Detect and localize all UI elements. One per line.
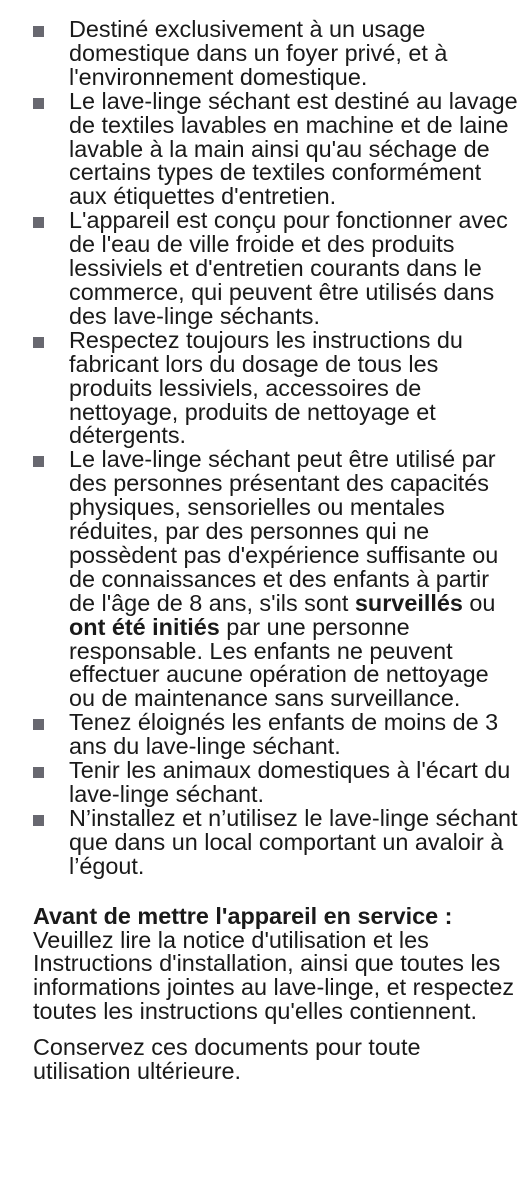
emphasis-supervised: surveillés: [354, 589, 463, 616]
square-bullet-icon: [33, 217, 44, 228]
list-item: [0, 759, 526, 807]
square-bullet-icon: [33, 456, 44, 467]
section-body: Veuillez lire la notice d'utilisation et les Instructions d'installation, ainsi que toutes les informations jointes au lave-linge, et respectez toutes les instructions qu'elles contiennent.: [33, 926, 515, 1025]
list-item-text: Respectez toujours les instructions du fabricant lors du dosage de tous les produits lessiviels, accessoires de nettoyage, produits de nettoyage et détergents.: [69, 326, 463, 449]
list-item-text-part: ou: [462, 589, 496, 616]
list-item-text-part: par une personne responsable. Les enfants ne peuvent effectuer aucune opération de nettoyage ou de maintenance sans surveillance.: [69, 613, 489, 712]
list-item: [0, 804, 526, 879]
list-item: [0, 448, 526, 711]
list-item: [0, 326, 526, 449]
list-item-text-part: Le lave-linge séchant peut être utilisé par des personnes présentant des capacités physiques, sensorielles ou mentales réduites, par des personnes qui ne possèdent pas d'expérience suffisante ou de connaissances et des enfants à partir de l'âge de 8 ans, s'ils sont: [69, 446, 499, 616]
list-item-text: Tenir les animaux domestiques à l'écart du lave-linge séchant.: [69, 757, 511, 807]
square-bullet-icon: [33, 719, 44, 730]
square-bullet-icon: [33, 26, 44, 37]
keep-documents-paragraph: [0, 1036, 526, 1084]
list-item-text: N’installez et n’utilisez le lave-linge séchant que dans un local comportant un avaloir à l’égout.: [69, 804, 518, 879]
emphasis-instructed: ont été initiés: [69, 613, 220, 640]
list-item: [0, 18, 526, 90]
list-item: [0, 209, 526, 329]
before-use-section: [0, 902, 526, 1025]
list-item-text: Tenez éloignés les enfants de moins de 3 ans du lave-linge séchant.: [69, 709, 499, 760]
list-item-text: Le lave-linge séchant est destiné au lavage de textiles lavables en machine et de laine lavable à la main ainsi qu'au séchage de certains types de textiles conformément aux étiquettes d'entretien.: [69, 87, 518, 210]
square-bullet-icon: [33, 815, 44, 826]
square-bullet-icon: [33, 337, 44, 348]
list-item-text: Destiné exclusivement à un usage domestique dans un foyer privé, et à l'environnement domestique.: [69, 16, 448, 90]
paragraph-text: Conservez ces documents pour toute utilisation ultérieure.: [33, 1034, 421, 1085]
square-bullet-icon: [33, 98, 44, 109]
list-item: [0, 711, 526, 759]
list-item: [0, 87, 526, 210]
square-bullet-icon: [33, 767, 44, 778]
section-heading: Avant de mettre l'appareil en service :: [33, 902, 453, 929]
intended-use-list: [0, 18, 526, 879]
list-item-text: L'appareil est conçu pour fonctionner avec de l'eau de ville froide et des produits lessiviels et d'entretien courants dans le commerce, qui peuvent être utilisés dans des lave-linge séchants.: [69, 207, 508, 329]
